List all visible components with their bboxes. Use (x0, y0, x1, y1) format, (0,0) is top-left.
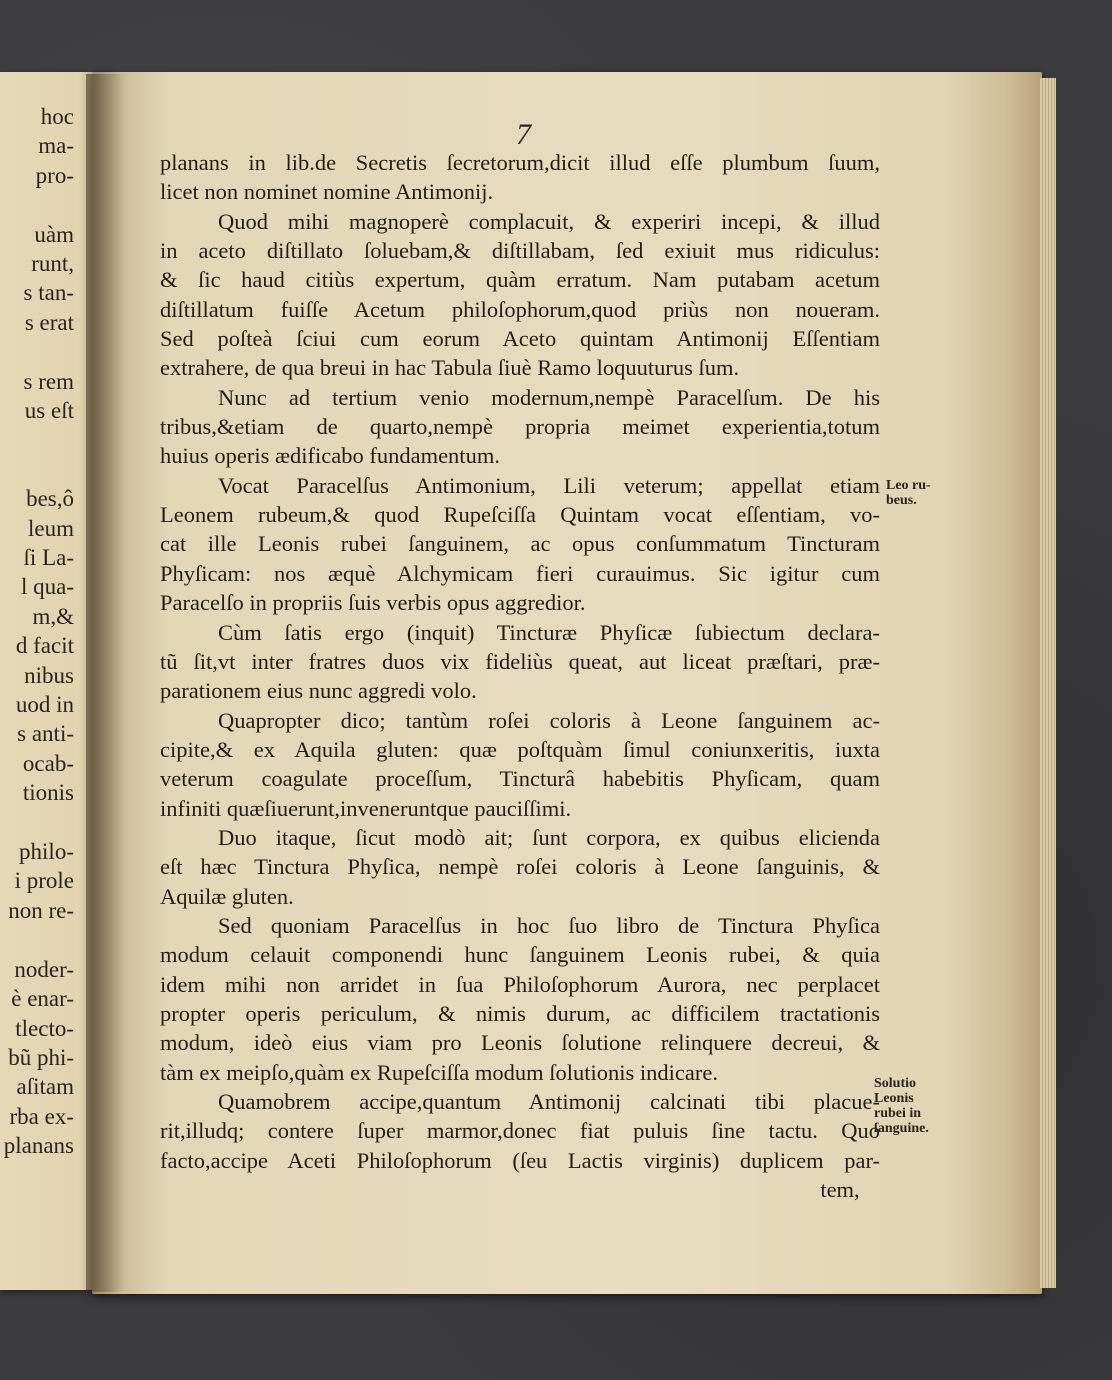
text-line: Quapropter dico; tantùm roſei coloris à Leone ſanguinem ac- (218, 707, 880, 733)
text-line: rit,illudq; contere ſuper marmor,donec fiat puluis ſine tactu. Quo (160, 1118, 880, 1144)
text-line: facto,accipe Aceti Philoſophorum (ſeu Lactis virginis) duplicem par- (160, 1147, 880, 1173)
margin-note-line: Leo ru- (886, 478, 931, 493)
text-line: Sed poſteà ſciui cum eorum Aceto quintam Antimonij Eſſentiam (160, 326, 880, 352)
margin-note-line: Leonis (874, 1091, 914, 1106)
left-page-line: uàm (34, 221, 74, 247)
left-page-line: s anti- (17, 721, 74, 747)
left-page-line: è enar- (11, 986, 74, 1012)
text-line: diſtillatum fuiſſe Acetum philoſophorum,quod priùs non noueram. (160, 296, 880, 322)
text-line: licet non nominet nomine Antimonij. (160, 179, 494, 205)
left-page-line (0, 190, 100, 219)
text-line: Duo itaque, ſicut modò ait; ſunt corpora, ex quibus elicienda (218, 824, 880, 850)
text-line: tũ ſit,vt inter fratres duos vix fideliùs queat, aut liceat præſtari, præ- (160, 648, 880, 674)
left-page-line: us eſt (24, 398, 74, 424)
left-page-line: tionis (22, 780, 74, 806)
text-line: Nunc ad tertium venio modernum,nempè Paracelſum. De his (218, 384, 880, 410)
text-line: extrahere, de qua breui in hac Tabula ſiuè Ramo loquuturus ſum. (160, 355, 740, 381)
text-line: huius operis ædificabo fundamentum. (160, 443, 500, 469)
margin-note-leo (886, 478, 931, 508)
body-text (160, 148, 880, 1204)
left-page-line: rba ex- (9, 1103, 74, 1129)
page-edge (1040, 78, 1056, 1288)
text-line: tem, (820, 1177, 860, 1203)
text-line: Cùm ſatis ergo (inquit) Tincturæ Phyſicæ ſubiectum declara- (218, 619, 880, 645)
left-page-line: philo- (19, 839, 74, 865)
left-page-line: ma- (38, 133, 74, 159)
left-page-line: leum (28, 515, 74, 541)
text-line: parationem eius nunc aggredi volo. (160, 678, 477, 704)
left-page-line: d facit (15, 633, 74, 659)
left-page-line: aſitam (16, 1074, 74, 1100)
text-line: Quod mihi magnoperè complacuit, & experiri incepi, & illud (218, 208, 880, 234)
spine-shadow (86, 74, 126, 1292)
left-page-line: noder- (14, 956, 74, 982)
text-line: & ſic haud citiùs expertum, quàm erratum. Nam putabam acetum (160, 267, 880, 293)
left-page-line: non re- (8, 897, 74, 923)
left-page-line: i prole (14, 868, 74, 894)
left-page-line (0, 337, 100, 366)
text-line: cipite,& ex Aquila gluten: quæ poſtquàm ſimul coniunxeritis, iuxta (160, 736, 880, 762)
left-page-line (0, 425, 100, 454)
left-page-line: m,& (32, 603, 74, 629)
left-page-line: tlecto- (15, 1015, 74, 1041)
text-line: Vocat Paracelſus Antimonium, Lili veterum; appellat etiam (218, 472, 880, 498)
text-line: tribus,&etiam de quarto,nempè propria meimet experientia,totum (160, 414, 880, 440)
left-page-line: bũ phi- (8, 1044, 74, 1070)
left-page-line: pro- (35, 162, 74, 188)
left-page-line (0, 808, 100, 837)
left-page-text (0, 102, 100, 1161)
text-line: Leonem rubeum,& quod Rupeſciſſa Quintam vocat eſſentiam, vo- (160, 502, 880, 528)
text-line: eſt hæc Tinctura Phyſica, nempè roſei coloris à Leone ſanguinis, & (160, 854, 880, 880)
margin-note-line: Solutio (874, 1076, 917, 1091)
left-page-line (0, 925, 100, 954)
text-line: Aquilæ gluten. (160, 883, 294, 909)
left-page-line: uod in (15, 692, 74, 718)
left-page-line: runt, (31, 251, 74, 277)
text-line: idem mihi non arridet in ſua Philoſophorum Aurora, nec perplacet (160, 971, 880, 997)
text-line: planans in lib.de Secretis ſecretorum,dicit illud eſſe plumbum ſuum, (160, 150, 880, 175)
left-page-line: bes,ô (26, 486, 74, 512)
text-line: veterum coagulate proceſſum, Tincturâ habebitis Phyſicam, quam (160, 766, 880, 792)
page-number: 7 (516, 118, 531, 151)
left-page-line: s rem (23, 368, 74, 394)
left-page-line: ſi La- (23, 545, 74, 571)
margin-note-solutio (874, 1076, 929, 1136)
text-line: Sed quoniam Paracelſus in hoc ſuo libro de Tinctura Phyſica (218, 912, 880, 938)
text-line: Quamobrem accipe,quantum Antimonij calcinati tibi placue- (218, 1089, 880, 1114)
text-line: Paracelſo in propriis ſuis verbis opus aggredior. (160, 590, 586, 616)
margin-note-line: ſanguine. (874, 1121, 929, 1136)
text-line: infiniti quæſiuerunt,inveneruntque pauciſſimi. (160, 795, 572, 821)
margin-note-line: beus. (886, 493, 917, 508)
margin-note-line: rubei in (874, 1106, 922, 1121)
left-page-line: ocab- (22, 750, 74, 776)
text-line: cat ille Leonis rubei ſanguinem, ac opus conſummatum Tincturam (160, 531, 880, 557)
left-page-line: nibus (24, 662, 74, 688)
left-page-line: s tan- (23, 280, 74, 306)
left-page-line: s erat (24, 309, 74, 335)
text-line: Phyſicam: nos æquè Alchymicam fieri curauimus. Sic igitur cum (160, 560, 880, 586)
left-page-line: hoc (40, 104, 74, 129)
text-line: in aceto diſtillato ſoluebam,& diſtillabam, ſed exiuit mus ridiculus: (160, 238, 880, 264)
left-page-line: planans (3, 1133, 74, 1159)
left-page-line: l qua- (20, 574, 74, 600)
text-line: modum celauit componendi hunc ſanguinem Leonis rubei, & quia (160, 942, 880, 968)
text-line: tàm ex meipſo,quàm ex Rupeſciſſa modum ſolutionis indicare. (160, 1059, 719, 1085)
left-page-line (0, 455, 100, 484)
text-line: propter operis periculum, & nimis durum, ac difficilem tractationis (160, 1000, 880, 1026)
text-line: modum, ideò eius viam pro Leonis ſolutione relinquere decreui, & (160, 1030, 880, 1056)
